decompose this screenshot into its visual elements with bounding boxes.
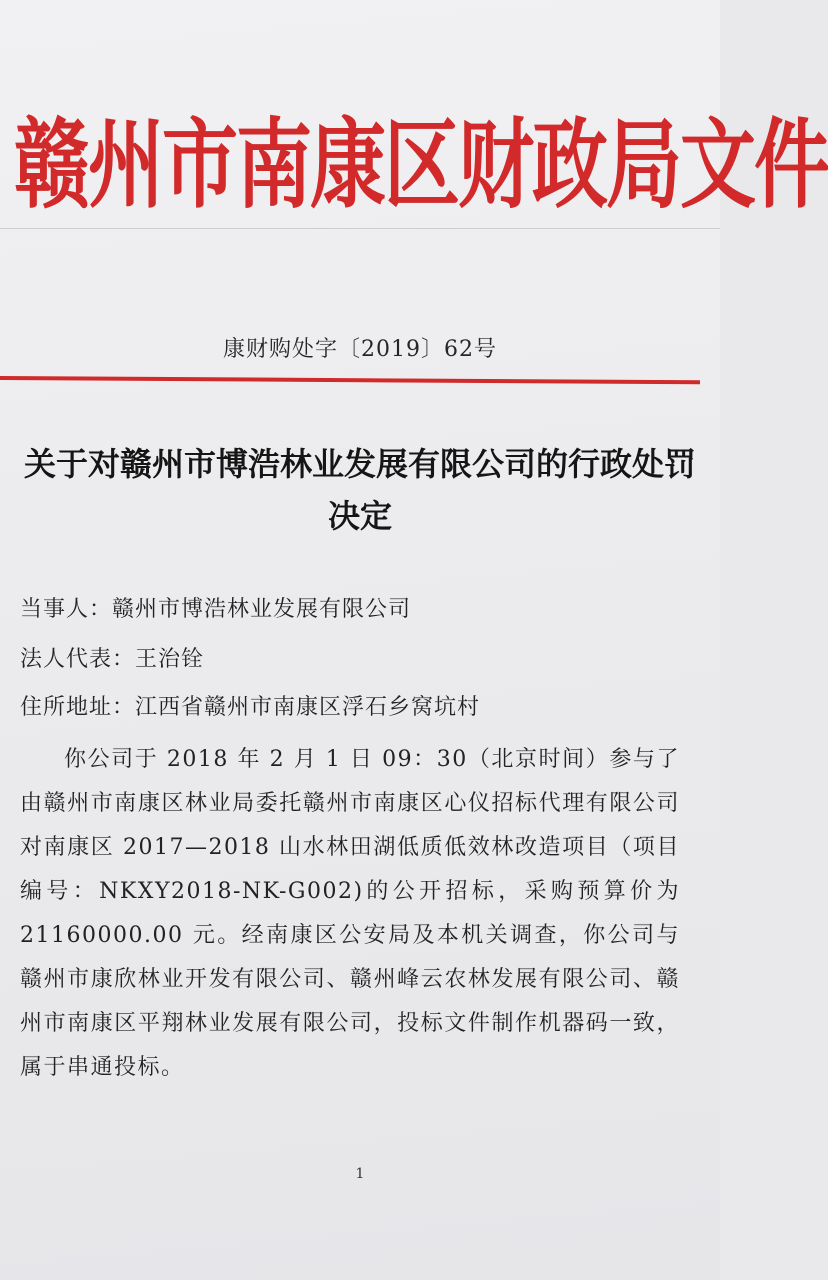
party-line: 当事人：赣州市博浩林业发展有限公司 bbox=[20, 597, 412, 622]
legal-representative-line: 法人代表：王治铨 bbox=[20, 647, 205, 672]
page-number: 1 bbox=[355, 1166, 365, 1182]
agency-header-title: 赣州市南康区财政局文件 bbox=[14, 107, 828, 222]
address-line: 住所地址：江西省赣州市南康区浮石乡窝坑村 bbox=[20, 695, 481, 720]
red-divider-line bbox=[0, 376, 700, 384]
document-number: 康财购处字〔2019〕62号 bbox=[223, 337, 497, 362]
document-title: 关于对赣州市博浩林业发展有限公司的行政处罚决定 bbox=[23, 445, 696, 535]
body-paragraph: 你公司于 2018 年 2 月 1 日 09：30（北京时间）参与了由赣州市南康区林业局委托赣州市南康区心仪招标代理有限公司对南康区 2017—2018 山水林田湖低质低效林改造项目（项目编号：NKXY2018-NK-G002)的公开招标，采购预算价为 21160000.00 元。经南康区公安局及本机关调查，你公司与赣州市康欣林业开发有限公司、赣州峰云农林发展有限公司、赣州市南康区平翔林业发展有限公司，投标文件制作机器码一致，属于串通投标。 bbox=[20, 747, 680, 1080]
